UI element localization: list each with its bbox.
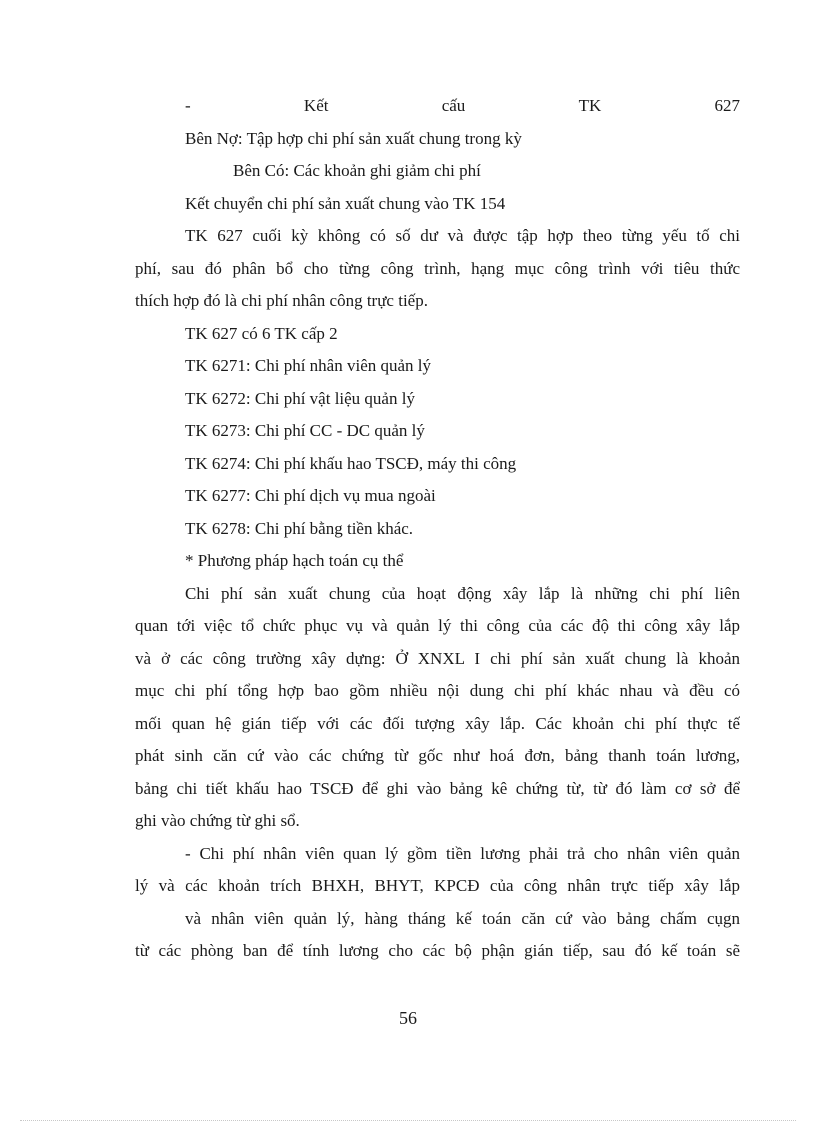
tk6272-line: TK 6272: Chi phí vật liệu quản lý: [185, 388, 415, 408]
paragraph-2-line-8: ghi vào chứng từ ghi sổ.: [135, 811, 300, 830]
tk6273-line: TK 6273: Chi phí CC - DC quản lý: [185, 421, 425, 440]
heading-word-cau: cấu: [441, 96, 466, 115]
heading-word-627: 627: [714, 96, 740, 115]
paragraph-1-line-3: thích hợp đó là chi phí nhân công trực tiếp.: [135, 291, 428, 310]
heading-word-ket: Kết: [303, 96, 329, 115]
paragraph-2-line-1: Chi phí sản xuất chung của hoạt động xây lắp là những chi phí liên: [185, 583, 740, 603]
ben-no-line: Bên Nợ: Tập hợp chi phí sản xuất chung trong kỳ: [185, 128, 522, 148]
tk-cap2-line: TK 627 có 6 TK cấp 2: [185, 323, 338, 343]
paragraph-2-line-6: phát sinh căn cứ vào các chứng từ gốc như hoá đơn, bảng thanh toán lương,: [135, 746, 740, 765]
tk6271-line: TK 6271: Chi phí nhân viên quản lý: [185, 356, 432, 375]
paragraph-2-line-2: quan tới việc tổ chức phục vụ và quản lý thi công của các độ thi công xây lắp: [135, 616, 740, 635]
tk6278-line: TK 6278: Chi phí bằng tiền khác.: [185, 518, 414, 538]
heading-word-tk: TK: [578, 96, 602, 115]
tk6277-line: TK 6277: Chi phí dịch vụ mua ngoài: [185, 486, 436, 505]
heading-dash: -: [185, 96, 191, 115]
ben-co-line: Bên Có: Các khoản ghi giảm chi phí: [233, 161, 481, 180]
page-bottom-divider: [20, 1120, 796, 1121]
paragraph-4-line-2: từ các phòng ban để tính lương cho các bộ phận gián tiếp, sau đó kế toán sẽ: [135, 941, 740, 960]
paragraph-2-line-5: mối quan hệ gián tiếp với các đối tượng xây lắp. Các khoản chi phí thực tế: [135, 713, 740, 733]
paragraph-3-line-1: - Chi phí nhân viên quan lý gồm tiền lương phải trả cho nhân viên quản: [185, 843, 740, 863]
paragraph-2-line-4: mục chi phí tổng hợp bao gồm nhiều nội dung chi phí khác nhau và đều có: [135, 681, 740, 700]
paragraph-1-line-1: TK 627 cuối kỳ không có số dư và được tập hợp theo từng yếu tố chi: [185, 226, 740, 245]
method-heading: * Phương pháp hạch toán cụ thể: [185, 551, 404, 570]
body-text: [135, 90, 740, 968]
section-heading: [135, 90, 740, 123]
paragraph-4-line-1: và nhân viên quản lý, hàng tháng kế toán căn cứ vào bảng chấm cụgn: [185, 908, 740, 928]
paragraph-2-line-3: và ở các công trường xây dựng: Ở XNXL I chi phí sản xuất chung là khoản: [135, 648, 740, 668]
paragraph-2-line-7: bảng chi tiết khấu hao TSCĐ để ghi vào bảng kê chứng từ, từ đó làm cơ sở để: [135, 778, 740, 798]
paragraph-1-line-2: phí, sau đó phân bổ cho từng công trình, hạng mục công trình với tiêu thức: [135, 258, 740, 278]
ket-chuyen-line: Kết chuyển chi phí sản xuất chung vào TK 154: [185, 193, 506, 213]
tk6274-line: TK 6274: Chi phí khấu hao TSCĐ, máy thi công: [185, 453, 517, 473]
paragraph-3-line-2: lý và các khoản trích BHXH, BHYT, KPCĐ của công nhân trực tiếp xây lắp: [135, 876, 740, 895]
page-number: 56: [399, 1008, 417, 1028]
